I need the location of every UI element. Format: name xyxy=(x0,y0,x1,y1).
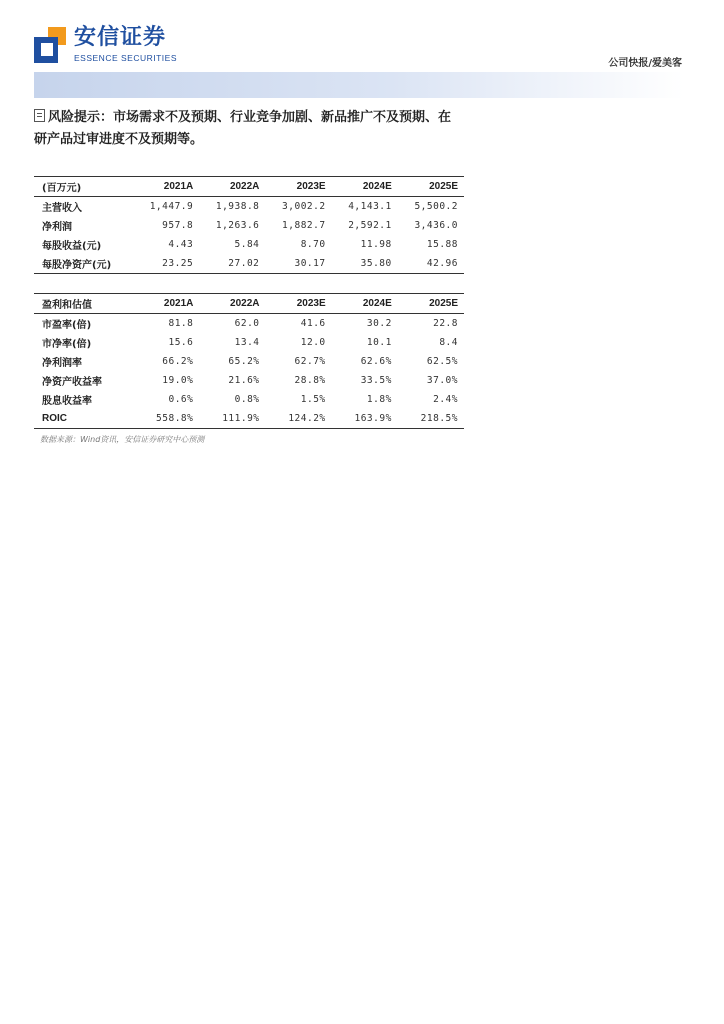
row-label: 主营收入 xyxy=(42,203,82,214)
table-cell: 8.70 xyxy=(300,239,326,250)
table-row xyxy=(34,235,464,254)
table-cell: 19.0% xyxy=(162,375,194,386)
risk-warning-text: 风险提示：市场需求不及预期、行业竞争加剧、新品推广不及预期、在研产品过审进度不及预期等。 xyxy=(34,110,452,147)
row-label: 每股收益(元) xyxy=(42,241,102,252)
table-cell: 62.6% xyxy=(360,356,392,367)
column-header: 2022A xyxy=(230,298,260,309)
table-cell: 1,882.7 xyxy=(282,220,326,231)
table-cell: 11.98 xyxy=(360,239,392,250)
row-label: 股息收益率 xyxy=(42,396,92,407)
table-cell: 3,436.0 xyxy=(414,220,458,231)
column-header: 2025E xyxy=(429,298,458,309)
table-cell: 1.5% xyxy=(300,394,326,405)
row-label: 净资产收益率 xyxy=(42,377,102,388)
table-cell: 13.4 xyxy=(234,337,260,348)
table-cell: 62.7% xyxy=(294,356,326,367)
row-label: 市净率(倍) xyxy=(42,339,92,350)
table-cell: 30.2 xyxy=(366,318,392,329)
table-row xyxy=(34,390,464,409)
document-bullet-icon xyxy=(34,109,45,122)
table-row xyxy=(34,333,464,352)
row-label: 市盈率(倍) xyxy=(42,320,92,331)
row-label: 净利润 xyxy=(42,222,72,233)
table-cell: 12.0 xyxy=(300,337,326,348)
column-header: 2024E xyxy=(362,181,392,192)
table-cell: 1,263.6 xyxy=(215,220,260,231)
table-row xyxy=(34,409,464,429)
table-cell: 5.84 xyxy=(234,239,260,250)
table-cell: 111.9% xyxy=(222,413,260,424)
table-cell: 2.4% xyxy=(433,394,458,405)
table-cell: 62.0 xyxy=(234,318,260,329)
table-cell: 1,938.8 xyxy=(215,201,260,212)
column-header: 2023E xyxy=(296,181,326,192)
table-cell: 30.17 xyxy=(294,258,326,269)
financial-summary-table xyxy=(34,176,464,274)
table-cell: 42.96 xyxy=(426,258,458,269)
risk-warning xyxy=(34,107,454,151)
table-row xyxy=(34,254,464,274)
brand-name-cn: 安信证券 xyxy=(74,25,167,50)
table-cell: 27.02 xyxy=(228,258,260,269)
table-cell: 41.6 xyxy=(300,318,326,329)
table-row xyxy=(34,371,464,390)
data-source-note: 数据来源：Wind资讯，安信证券研究中心预测 xyxy=(40,435,205,444)
table-cell: 4.43 xyxy=(168,239,194,250)
table-header-row xyxy=(34,294,464,314)
table-cell: 124.2% xyxy=(288,413,326,424)
table-cell: 1,447.9 xyxy=(149,201,194,212)
header-band xyxy=(34,72,684,98)
table-cell: 81.8 xyxy=(168,318,194,329)
row-label: 净利润率 xyxy=(42,358,82,369)
brand-mark-icon xyxy=(34,27,66,63)
column-header: 2023E xyxy=(296,298,326,309)
table-row xyxy=(34,197,464,217)
valuation-table xyxy=(34,293,464,429)
table-cell: 21.6% xyxy=(228,375,260,386)
table-cell: 66.2% xyxy=(162,356,194,367)
table-header-row xyxy=(34,177,464,197)
table-cell: 3,002.2 xyxy=(282,201,326,212)
table-cell: 218.5% xyxy=(420,413,458,424)
brand-logo xyxy=(34,25,184,69)
table-cell: 5,500.2 xyxy=(414,201,458,212)
column-header: (百万元) xyxy=(42,183,82,194)
table-cell: 15.88 xyxy=(426,239,458,250)
column-header: 2025E xyxy=(429,181,458,192)
table-cell: 23.25 xyxy=(162,258,194,269)
table-cell: 0.8% xyxy=(234,394,260,405)
table-cell: 33.5% xyxy=(360,375,392,386)
table-cell: 65.2% xyxy=(228,356,260,367)
column-header: 2021A xyxy=(163,181,194,192)
report-type-tag: 公司快报/爱美客 xyxy=(608,58,682,69)
table-cell: 62.5% xyxy=(426,356,458,367)
table-row xyxy=(34,216,464,235)
column-header: 2021A xyxy=(163,298,194,309)
table-cell: 558.8% xyxy=(156,413,194,424)
row-label: ROIC xyxy=(42,413,67,424)
table-row xyxy=(34,352,464,371)
table-cell: 8.4 xyxy=(439,337,458,348)
table-cell: 35.80 xyxy=(360,258,392,269)
table-cell: 15.6 xyxy=(168,337,194,348)
column-header: 2022A xyxy=(229,181,260,192)
table-cell: 4,143.1 xyxy=(348,201,392,212)
table-cell: 2,592.1 xyxy=(348,220,392,231)
row-label: 每股净资产(元) xyxy=(42,260,112,271)
table-cell: 0.6% xyxy=(168,394,194,405)
table-cell: 28.8% xyxy=(294,375,326,386)
table-cell: 10.1 xyxy=(366,337,392,348)
table-cell: 163.9% xyxy=(354,413,392,424)
table-cell: 1.8% xyxy=(366,394,392,405)
column-header: 2024E xyxy=(362,298,392,309)
table-cell: 22.8 xyxy=(433,318,458,329)
table-cell: 37.0% xyxy=(426,375,458,386)
table-cell: 957.8 xyxy=(162,220,194,231)
column-header: 盈利和估值 xyxy=(42,300,92,311)
table-row xyxy=(34,314,464,334)
brand-name-en: ESSENCE SECURITIES xyxy=(74,53,177,63)
